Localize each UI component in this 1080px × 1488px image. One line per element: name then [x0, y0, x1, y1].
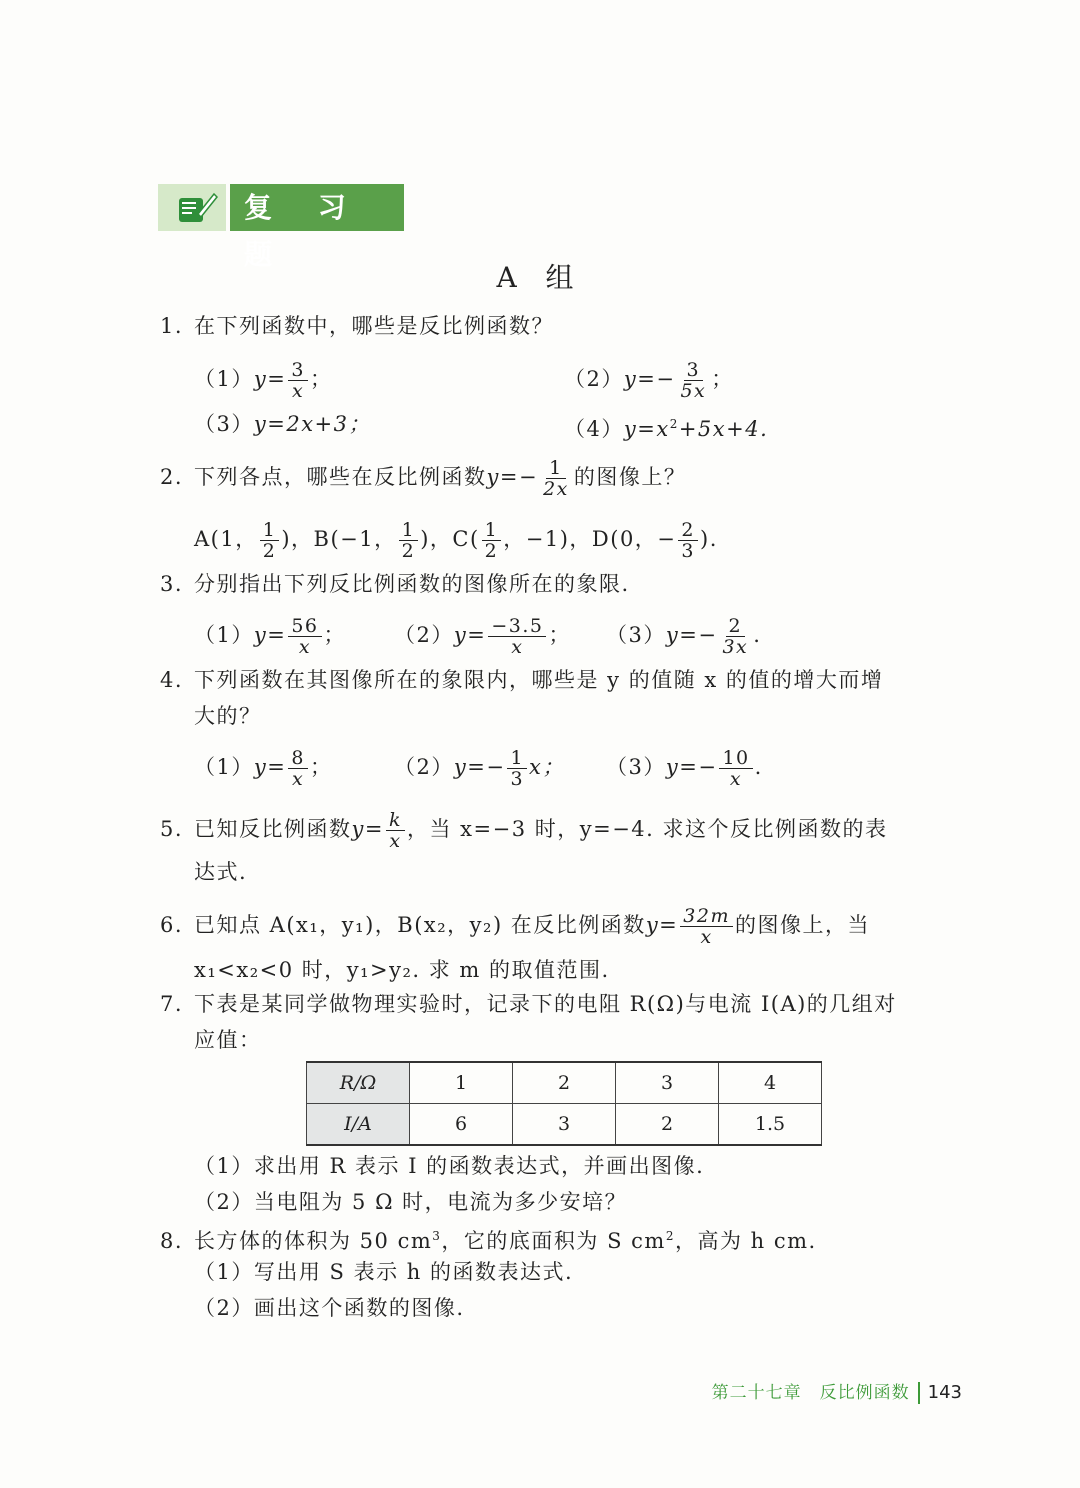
question-number: 6.	[160, 913, 184, 937]
question-text-end: ，高为 h cm.	[674, 1229, 817, 1253]
formula-suffix: ；	[309, 367, 333, 391]
table-cell: 2	[513, 1062, 616, 1104]
exponent: 3	[432, 1229, 442, 1243]
q7-subquestion-2: （2）当电阻为 5 Ω 时，电流为多少安培？	[194, 1190, 628, 1214]
footer-divider	[918, 1382, 920, 1404]
denominator: 2	[484, 540, 499, 562]
formula-prefix: y=	[253, 623, 287, 647]
q1-option-3	[194, 410, 371, 438]
point-d: ，−1)，D(0，−	[503, 527, 677, 551]
formula-suffix: +5x+4.	[678, 417, 769, 441]
question-8	[160, 1222, 817, 1255]
point-b: )，B(−1，	[281, 527, 397, 551]
question-number: 8.	[160, 1229, 184, 1253]
numerator: 2	[678, 520, 698, 541]
option-label: （1）	[194, 755, 254, 779]
numerator: 32m	[680, 906, 733, 927]
formula-suffix: .	[753, 623, 762, 647]
numerator: 1	[507, 748, 527, 769]
formula-prefix: y=	[253, 367, 287, 391]
formula-suffix: ；	[309, 755, 333, 779]
formula-suffix: x；	[529, 755, 565, 779]
fraction	[288, 360, 308, 401]
question-7-continued: 应值：	[194, 1028, 262, 1052]
numerator: 1	[546, 458, 566, 479]
option-label: （4）	[564, 417, 624, 441]
formula-prefix: y=	[253, 755, 287, 779]
question-number: 7.	[160, 992, 184, 1016]
q3-option-2	[394, 616, 571, 657]
option-label: （3）	[606, 755, 666, 779]
page-footer	[712, 1378, 962, 1404]
question-text: 下表是某同学做物理实验时，记录下的电阻 R(Ω)与电流 I(A)的几组对	[194, 992, 897, 1016]
question-text: 下列函数在其图像所在的象限内，哪些是 y 的值随 x 的值的增大而增	[194, 668, 884, 692]
numerator: 1	[260, 520, 280, 541]
table-cell: 2	[616, 1104, 719, 1146]
denominator: x	[292, 380, 305, 402]
numerator: 1	[399, 520, 419, 541]
formula-prefix: y=−	[665, 623, 718, 647]
numerator: 3	[684, 360, 704, 381]
page-number: 143	[927, 1382, 962, 1403]
denominator: 3	[681, 540, 695, 562]
numerator: 2	[726, 616, 746, 637]
table-cell: 1	[410, 1062, 513, 1104]
review-notebook-icon	[158, 184, 226, 231]
formula-suffix: ；	[323, 623, 347, 647]
q3-option-3	[606, 616, 761, 657]
question-number: 5.	[160, 817, 184, 841]
fraction	[678, 520, 698, 561]
formula-prefix: y=	[351, 817, 384, 841]
fraction	[482, 520, 502, 561]
q4-option-1	[194, 748, 332, 789]
q8-subquestion-2: （2）画出这个函数的图像.	[194, 1296, 465, 1320]
question-text-end: ，当 x=−3 时，y=−4. 求这个反比例函数的表	[406, 817, 888, 841]
numerator: k	[386, 810, 405, 831]
q4-option-3	[606, 748, 763, 789]
numerator: 3	[288, 360, 308, 381]
fraction	[260, 520, 280, 561]
question-6	[160, 906, 870, 947]
fraction	[677, 360, 709, 401]
icon-box	[158, 184, 226, 231]
fraction	[719, 748, 752, 789]
numerator: 10	[719, 748, 752, 769]
denominator: x	[700, 926, 713, 948]
question-text: 长方体的体积为 50 cm	[194, 1229, 433, 1253]
q1-option-2	[564, 360, 734, 401]
table-cell: 3	[513, 1104, 616, 1146]
denominator: x	[511, 636, 524, 658]
formula-suffix: ；	[548, 623, 571, 647]
question-1	[160, 312, 554, 340]
formula: y=2x+3；	[253, 412, 371, 436]
denominator: x	[389, 830, 402, 852]
fraction	[719, 616, 751, 657]
q8-subquestion-1: （1）写出用 S 表示 h 的函数表达式.	[194, 1260, 574, 1284]
option-label: （3）	[194, 412, 254, 436]
question-number: 3.	[160, 572, 184, 596]
question-number: 2.	[160, 465, 184, 489]
question-6-continued: x₁<x₂<0 时，y₁>y₂. 求 m 的取值范围.	[194, 958, 610, 982]
chapter-title: 第二十七章 反比例函数	[711, 1383, 910, 1403]
numerator: 8	[288, 748, 308, 769]
fraction	[488, 616, 546, 657]
option-label: （2）	[564, 367, 624, 391]
banner-title: 复 习 题	[230, 184, 404, 231]
formula-suffix: .	[754, 755, 763, 779]
question-text: 已知点 A(x₁，y₁)，B(x₂，y₂) 在反比例函数	[194, 913, 646, 937]
denominator: 2x	[543, 478, 569, 500]
fraction	[540, 458, 572, 499]
formula-prefix: y=x	[623, 417, 670, 441]
table-header-cell: R/Ω	[307, 1062, 410, 1104]
denominator: 5x	[680, 380, 707, 402]
fraction	[507, 748, 527, 789]
option-label: （3）	[606, 623, 666, 647]
q2-points	[194, 520, 718, 561]
table-cell: 6	[410, 1104, 513, 1146]
group-heading: A 组	[496, 261, 584, 294]
numerator: −3.5	[488, 616, 546, 637]
question-5	[160, 810, 888, 851]
question-text: 在下列函数中，哪些是反比例函数？	[194, 314, 554, 338]
fraction	[288, 616, 321, 657]
question-text-mid: ，它的底面积为 S cm	[441, 1229, 666, 1253]
fraction	[386, 810, 405, 851]
denominator: 3x	[722, 636, 749, 658]
denominator: x	[298, 636, 312, 658]
question-text: 已知反比例函数	[194, 817, 352, 841]
table-header-cell: I/A	[307, 1104, 410, 1146]
denominator: 2	[401, 540, 416, 562]
question-3	[160, 570, 630, 598]
q4-option-2	[394, 748, 565, 789]
section-banner	[158, 184, 404, 271]
q1-option-1	[194, 360, 332, 401]
question-text: 下列各点，哪些在反比例函数	[194, 465, 487, 489]
formula-prefix: y=−	[453, 755, 506, 779]
denominator: 2	[262, 540, 277, 562]
fraction	[680, 906, 733, 947]
point-end: ).	[700, 527, 718, 551]
question-text-end: 的图像上？	[573, 465, 687, 489]
denominator: x	[729, 768, 743, 790]
numerator: 1	[482, 520, 502, 541]
denominator: x	[292, 768, 305, 790]
q7-subquestion-1: （1）求出用 R 表示 I 的函数表达式，并画出图像.	[194, 1154, 705, 1178]
q3-option-1	[194, 616, 346, 657]
option-label: （2）	[394, 755, 454, 779]
table-row	[307, 1104, 822, 1146]
formula-prefix: y=	[645, 913, 679, 937]
option-label: （1）	[194, 623, 254, 647]
resistance-current-table	[306, 1061, 822, 1146]
table-cell: 1.5	[719, 1104, 822, 1146]
numerator: 56	[288, 616, 321, 637]
formula-prefix: y=−	[665, 755, 718, 779]
formula-prefix: y=−	[623, 367, 676, 391]
fraction	[399, 520, 419, 561]
table-cell: 4	[719, 1062, 822, 1104]
table-cell: 3	[616, 1062, 719, 1104]
denominator: 3	[510, 768, 525, 790]
question-4	[160, 666, 883, 694]
point-c: )，C(	[420, 527, 480, 551]
q1-option-4	[564, 410, 768, 443]
fraction	[288, 748, 308, 789]
question-2	[160, 458, 686, 499]
question-text-end: 的图像上，当	[734, 913, 870, 937]
formula-prefix: y=	[453, 623, 487, 647]
table-row	[307, 1062, 822, 1104]
question-number: 4.	[160, 668, 184, 692]
question-7	[160, 990, 897, 1018]
exponent: 2	[669, 417, 679, 431]
question-text: 分别指出下列反比例函数的图像所在的象限.	[194, 572, 630, 596]
question-number: 1.	[160, 314, 184, 338]
question-5-continued: 达式.	[194, 860, 248, 884]
formula-suffix: ；	[711, 367, 734, 391]
option-label: （2）	[394, 623, 454, 647]
formula-prefix: y=−	[486, 465, 539, 489]
exponent: 2	[665, 1229, 675, 1243]
point-a: A(1，	[194, 527, 258, 551]
option-label: （1）	[194, 367, 254, 391]
question-4-continued: 大的？	[194, 704, 262, 728]
